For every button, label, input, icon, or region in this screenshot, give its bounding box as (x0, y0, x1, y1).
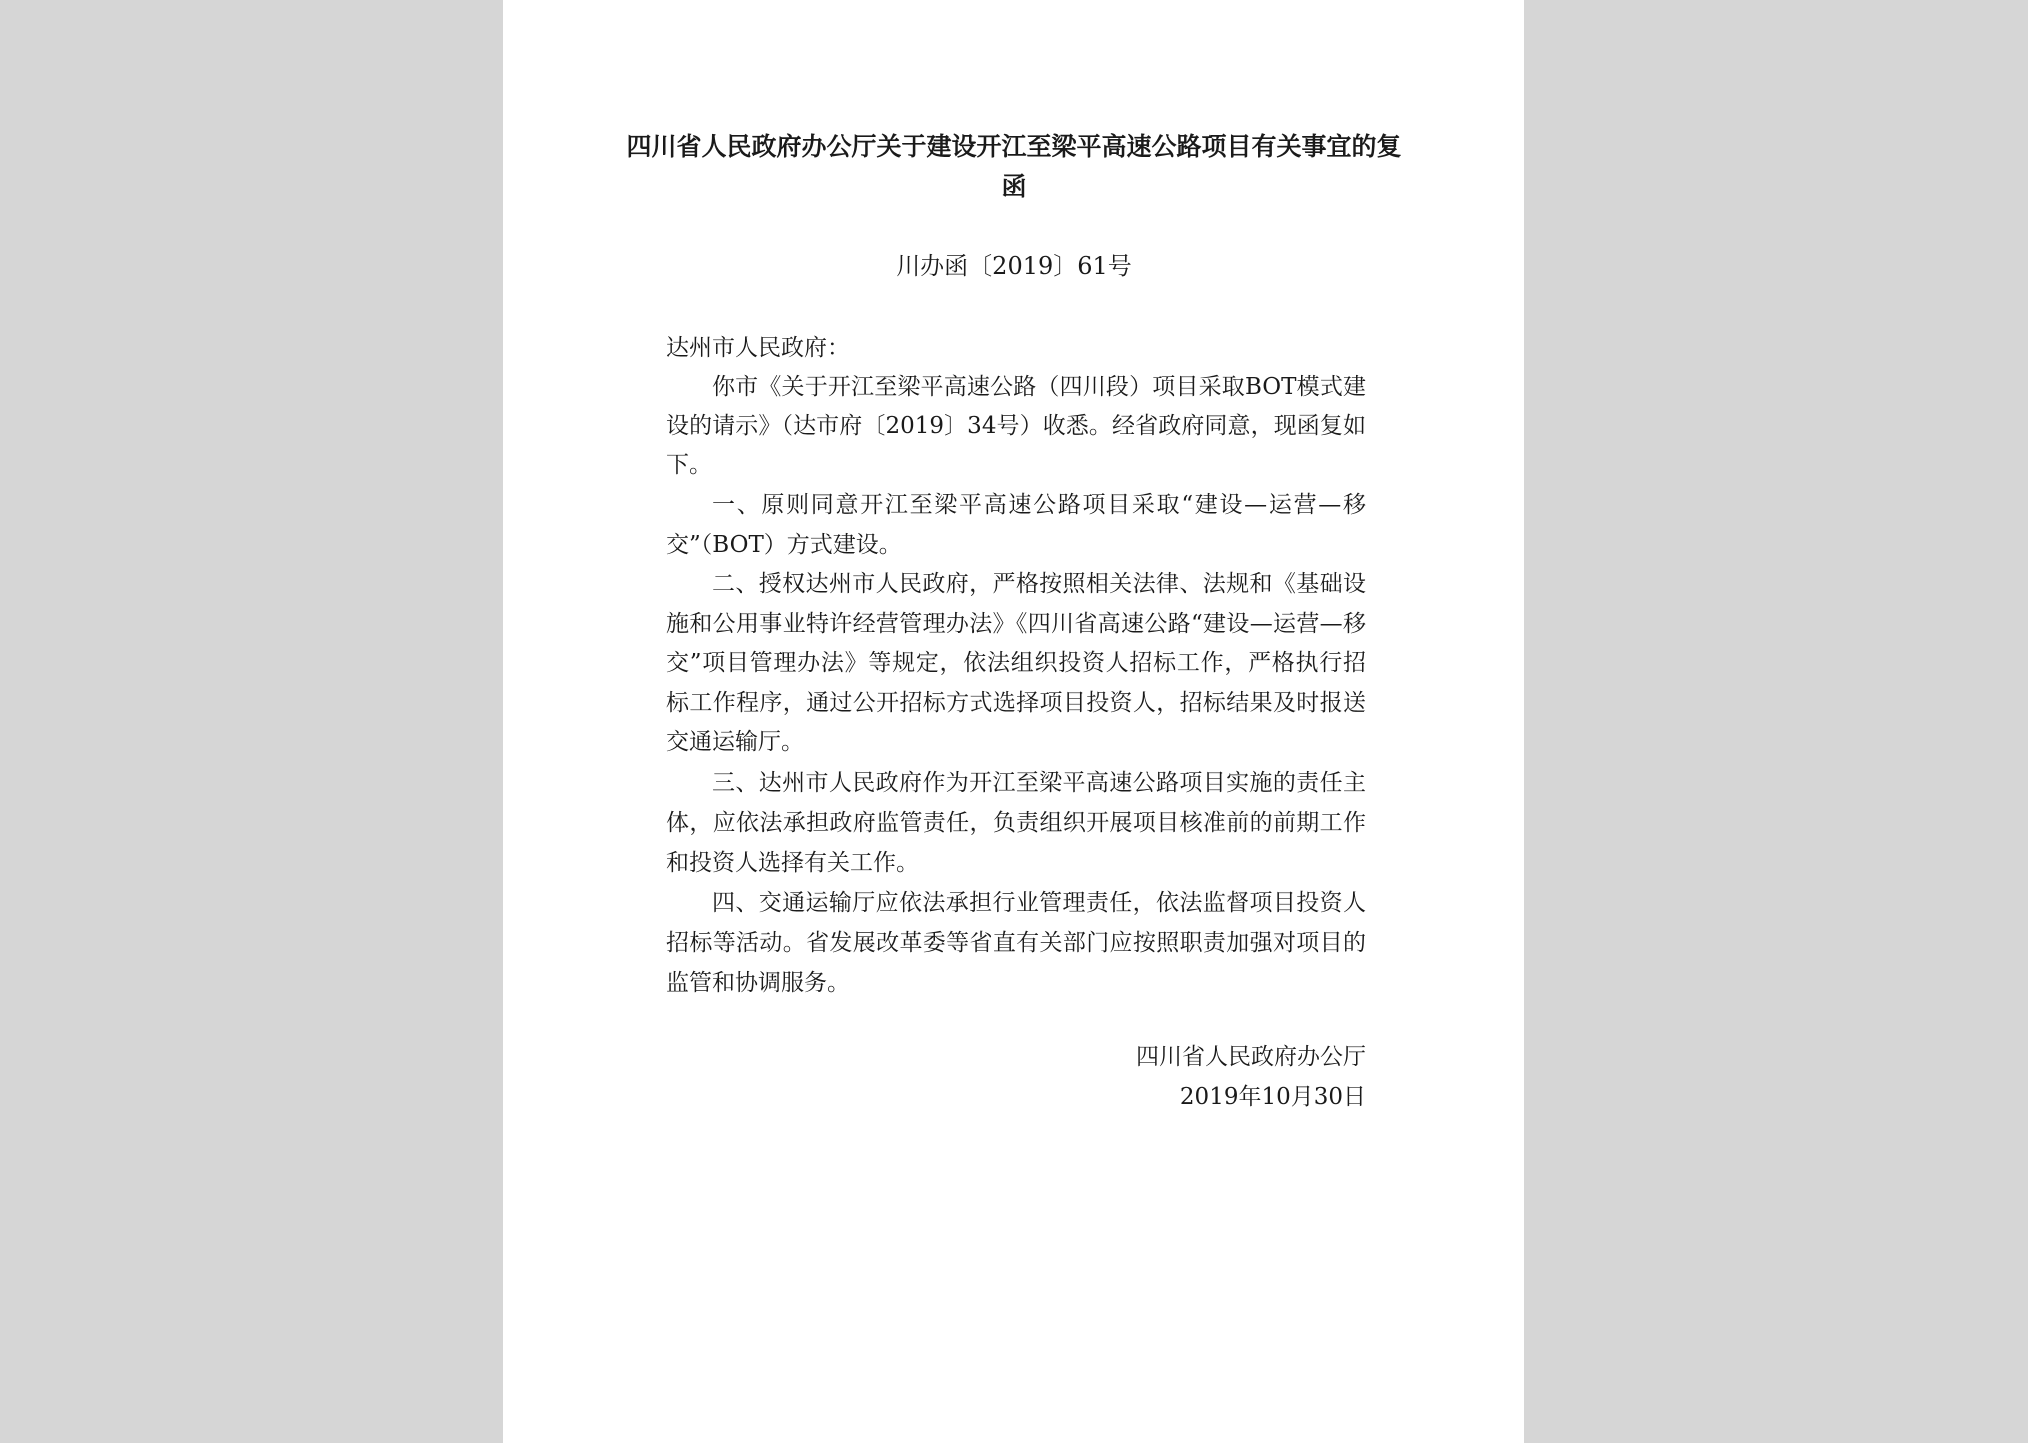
document-number: 川办函〔2019〕61号 (896, 252, 1132, 280)
paragraph-item-4: 四、交通运输厅应依法承担行业管理责任，依法监督项目投资人招标等活动。省发展改革委等省直有关部门应按照职责加强对项目的监管和协调服务。 (666, 889, 1366, 996)
signature-block (1136, 1037, 1366, 1117)
document-title: 四川省人民政府办公厅关于建设开江至梁平高速公路项目有关事宜的复函 (626, 132, 1402, 201)
paragraph-item-1: 一、原则同意开江至梁平高速公路项目采取“建设—运营—移交”（BOT）方式建设。 (666, 492, 1366, 558)
document-page (503, 0, 1524, 1443)
paragraph-intro: 你市《关于开江至梁平高速公路（四川段）项目采取BOT模式建设的请示》（达市府〔2019〕34号）收悉。经省政府同意，现函复如下。 (666, 374, 1366, 478)
signature-date: 2019年10月30日 (1179, 1084, 1366, 1110)
document-body (666, 328, 1366, 1003)
signature-org: 四川省人民政府办公厅 (1136, 1044, 1366, 1070)
paragraph-item-2: 二、授权达州市人民政府，严格按照相关法律、法规和《基础设施和公用事业特许经营管理办法》《四川省高速公路“建设—运营—移交”项目管理办法》等规定，依法组织投资人招标工作，严格执行招标工作程序，通过公开招标方式选择项目投资人，招标结果及时报送交通运输厅。 (666, 571, 1366, 755)
salutation: 达州市人民政府： (666, 335, 850, 361)
paragraph-item-3: 三、达州市人民政府作为开江至梁平高速公路项目实施的责任主体，应依法承担政府监管责任，负责组织开展项目核准前的前期工作和投资人选择有关工作。 (666, 769, 1366, 876)
